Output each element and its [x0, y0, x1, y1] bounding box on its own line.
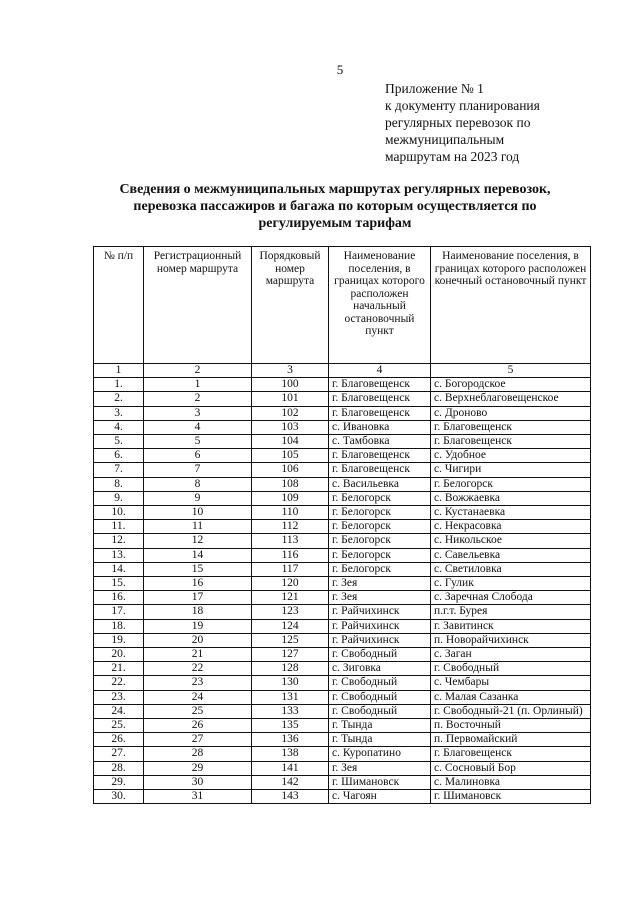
- cell-number: 19.: [94, 633, 144, 647]
- cell-end-settlement: г. Свободный: [431, 662, 591, 676]
- cell-start-settlement: г. Зея: [329, 591, 431, 605]
- cell-route-number: 104: [252, 435, 329, 449]
- cell-number: 11.: [94, 520, 144, 534]
- appendix-block: [385, 80, 625, 165]
- cell-end-settlement: п. Первомайский: [431, 733, 591, 747]
- cell-start-settlement: г. Свободный: [329, 690, 431, 704]
- cell-start-settlement: г. Белогорск: [329, 534, 431, 548]
- table-body: [94, 378, 591, 804]
- cell-end-settlement: п. Новорайчихинск: [431, 633, 591, 647]
- table-row: [94, 676, 591, 690]
- cell-registration-number: 29: [144, 761, 252, 775]
- cell-start-settlement: г. Благовещенск: [329, 463, 431, 477]
- cell-registration-number: 12: [144, 534, 252, 548]
- cell-route-number: 141: [252, 761, 329, 775]
- cell-end-settlement: с. Кустанаевка: [431, 506, 591, 520]
- cell-registration-number: 19: [144, 619, 252, 633]
- table-row: [94, 392, 591, 406]
- table-row: [94, 747, 591, 761]
- table-row: [94, 633, 591, 647]
- title-line: Сведения о межмуниципальных маршрутах регулярных перевозок,: [119, 182, 551, 197]
- cell-number: 29.: [94, 775, 144, 789]
- cell-end-settlement: г. Благовещенск: [431, 435, 591, 449]
- cell-registration-number: 11: [144, 520, 252, 534]
- header-route-number: Порядковый номер маршрута: [252, 247, 329, 364]
- table-row: [94, 491, 591, 505]
- cell-number: 3.: [94, 406, 144, 420]
- cell-end-settlement: г. Завитинск: [431, 619, 591, 633]
- cell-end-settlement: с. Чигири: [431, 463, 591, 477]
- appendix-line: к документу планирования: [385, 98, 540, 113]
- cell-number: 7.: [94, 463, 144, 477]
- cell-start-settlement: г. Свободный: [329, 704, 431, 718]
- cell-route-number: 103: [252, 420, 329, 434]
- table-row: [94, 435, 591, 449]
- table-row: [94, 648, 591, 662]
- cell-end-settlement: п. Восточный: [431, 719, 591, 733]
- cell-route-number: 127: [252, 648, 329, 662]
- table-row: [94, 605, 591, 619]
- table-row: [94, 690, 591, 704]
- table-row: [94, 449, 591, 463]
- cell-start-settlement: г. Благовещенск: [329, 378, 431, 392]
- cell-registration-number: 22: [144, 662, 252, 676]
- cell-registration-number: 5: [144, 435, 252, 449]
- cell-registration-number: 27: [144, 733, 252, 747]
- table-row: [94, 733, 591, 747]
- table-row: [94, 506, 591, 520]
- cell-number: 1.: [94, 378, 144, 392]
- cell-start-settlement: г. Белогорск: [329, 506, 431, 520]
- cell-number: 30.: [94, 790, 144, 804]
- column-number: 3: [252, 364, 329, 378]
- cell-end-settlement: с. Малая Сазанка: [431, 690, 591, 704]
- appendix-line: маршрутам на 2023 год: [385, 149, 520, 164]
- cell-number: 9.: [94, 491, 144, 505]
- cell-start-settlement: с. Зиговка: [329, 662, 431, 676]
- cell-end-settlement: с. Савельевка: [431, 548, 591, 562]
- cell-route-number: 109: [252, 491, 329, 505]
- cell-route-number: 131: [252, 690, 329, 704]
- table-row: [94, 761, 591, 775]
- column-number: 1: [94, 364, 144, 378]
- table-row: [94, 463, 591, 477]
- cell-start-settlement: г. Благовещенск: [329, 392, 431, 406]
- cell-registration-number: 25: [144, 704, 252, 718]
- cell-route-number: 113: [252, 534, 329, 548]
- cell-registration-number: 23: [144, 676, 252, 690]
- cell-start-settlement: г. Белогорск: [329, 548, 431, 562]
- cell-start-settlement: г. Свободный: [329, 648, 431, 662]
- table-row: [94, 520, 591, 534]
- table-row: [94, 548, 591, 562]
- column-number: 5: [431, 364, 591, 378]
- cell-end-settlement: с. Удобное: [431, 449, 591, 463]
- cell-registration-number: 20: [144, 633, 252, 647]
- cell-registration-number: 31: [144, 790, 252, 804]
- cell-route-number: 105: [252, 449, 329, 463]
- cell-registration-number: 30: [144, 775, 252, 789]
- cell-start-settlement: г. Зея: [329, 577, 431, 591]
- appendix-line: регулярных перевозок по: [385, 115, 531, 130]
- table-row: [94, 562, 591, 576]
- cell-end-settlement: г. Белогорск: [431, 477, 591, 491]
- cell-route-number: 106: [252, 463, 329, 477]
- cell-route-number: 101: [252, 392, 329, 406]
- cell-number: 25.: [94, 719, 144, 733]
- cell-start-settlement: г. Свободный: [329, 676, 431, 690]
- cell-start-settlement: с. Ивановка: [329, 420, 431, 434]
- table-row: [94, 790, 591, 804]
- cell-end-settlement: с. Светиловка: [431, 562, 591, 576]
- cell-start-settlement: г. Шимановск: [329, 775, 431, 789]
- cell-registration-number: 8: [144, 477, 252, 491]
- cell-end-settlement: с. Дроново: [431, 406, 591, 420]
- cell-end-settlement: г. Благовещенск: [431, 420, 591, 434]
- cell-end-settlement: с. Никольское: [431, 534, 591, 548]
- cell-number: 20.: [94, 648, 144, 662]
- cell-end-settlement: г. Шимановск: [431, 790, 591, 804]
- cell-registration-number: 9: [144, 491, 252, 505]
- cell-end-settlement: с. Заречная Слобода: [431, 591, 591, 605]
- cell-route-number: 142: [252, 775, 329, 789]
- table-row: [94, 406, 591, 420]
- table-row: [94, 577, 591, 591]
- cell-end-settlement: с. Верхнеблаговещенское: [431, 392, 591, 406]
- cell-start-settlement: г. Благовещенск: [329, 406, 431, 420]
- cell-start-settlement: г. Благовещенск: [329, 449, 431, 463]
- column-number: 2: [144, 364, 252, 378]
- cell-number: 12.: [94, 534, 144, 548]
- cell-route-number: 135: [252, 719, 329, 733]
- appendix-line: межмуниципальным: [385, 132, 505, 147]
- cell-end-settlement: с. Сосновый Бор: [431, 761, 591, 775]
- cell-registration-number: 21: [144, 648, 252, 662]
- column-number: 4: [329, 364, 431, 378]
- table-row: [94, 534, 591, 548]
- cell-route-number: 123: [252, 605, 329, 619]
- header-end-settlement: Наименование поселения, в границах которого расположен конечный остановочный пункт: [431, 247, 591, 364]
- cell-number: 23.: [94, 690, 144, 704]
- table-row: [94, 662, 591, 676]
- cell-registration-number: 24: [144, 690, 252, 704]
- header-registration-number: Регистрационный номер маршрута: [144, 247, 252, 364]
- cell-registration-number: 6: [144, 449, 252, 463]
- cell-registration-number: 1: [144, 378, 252, 392]
- cell-number: 13.: [94, 548, 144, 562]
- cell-route-number: 116: [252, 548, 329, 562]
- cell-registration-number: 15: [144, 562, 252, 576]
- cell-number: 8.: [94, 477, 144, 491]
- cell-route-number: 138: [252, 747, 329, 761]
- table-header-row: [94, 247, 591, 364]
- table-row: [94, 719, 591, 733]
- cell-route-number: 133: [252, 704, 329, 718]
- cell-registration-number: 3: [144, 406, 252, 420]
- cell-route-number: 130: [252, 676, 329, 690]
- cell-start-settlement: г. Белогорск: [329, 520, 431, 534]
- header-start-settlement: Наименование поселения, в границах которого расположен начальный остановочный пункт: [329, 247, 431, 364]
- cell-end-settlement: с. Богородское: [431, 378, 591, 392]
- cell-registration-number: 16: [144, 577, 252, 591]
- cell-number: 22.: [94, 676, 144, 690]
- cell-end-settlement: с. Гулик: [431, 577, 591, 591]
- table-row: [94, 704, 591, 718]
- cell-route-number: 143: [252, 790, 329, 804]
- cell-route-number: 100: [252, 378, 329, 392]
- cell-number: 14.: [94, 562, 144, 576]
- cell-number: 6.: [94, 449, 144, 463]
- cell-route-number: 124: [252, 619, 329, 633]
- cell-number: 16.: [94, 591, 144, 605]
- cell-number: 10.: [94, 506, 144, 520]
- cell-number: 27.: [94, 747, 144, 761]
- cell-registration-number: 4: [144, 420, 252, 434]
- title-line: перевозка пассажиров и багажа по которым осуществляется по: [133, 199, 537, 214]
- cell-route-number: 136: [252, 733, 329, 747]
- table-row: [94, 420, 591, 434]
- column-number-row: [94, 364, 591, 378]
- appendix-line: Приложение № 1: [385, 81, 484, 96]
- header-number: № п/п: [94, 247, 144, 364]
- cell-end-settlement: г. Благовещенск: [431, 747, 591, 761]
- document-title: [100, 181, 570, 232]
- cell-registration-number: 14: [144, 548, 252, 562]
- cell-number: 2.: [94, 392, 144, 406]
- cell-start-settlement: г. Райчихинск: [329, 633, 431, 647]
- cell-start-settlement: с. Куропатино: [329, 747, 431, 761]
- table-row: [94, 378, 591, 392]
- table-row: [94, 477, 591, 491]
- cell-registration-number: 18: [144, 605, 252, 619]
- cell-start-settlement: г. Тында: [329, 733, 431, 747]
- cell-start-settlement: г. Белогорск: [329, 491, 431, 505]
- cell-end-settlement: с. Малиновка: [431, 775, 591, 789]
- cell-registration-number: 10: [144, 506, 252, 520]
- cell-end-settlement: с. Вожжаевка: [431, 491, 591, 505]
- cell-start-settlement: г. Белогорск: [329, 562, 431, 576]
- cell-registration-number: 26: [144, 719, 252, 733]
- cell-registration-number: 17: [144, 591, 252, 605]
- cell-route-number: 128: [252, 662, 329, 676]
- cell-start-settlement: с. Тамбовка: [329, 435, 431, 449]
- cell-start-settlement: г. Тында: [329, 719, 431, 733]
- cell-registration-number: 28: [144, 747, 252, 761]
- cell-number: 21.: [94, 662, 144, 676]
- cell-route-number: 110: [252, 506, 329, 520]
- cell-start-settlement: г. Райчихинск: [329, 605, 431, 619]
- cell-route-number: 120: [252, 577, 329, 591]
- page-number: 5: [336, 62, 344, 77]
- cell-number: 15.: [94, 577, 144, 591]
- cell-number: 24.: [94, 704, 144, 718]
- routes-table: [93, 246, 591, 804]
- cell-route-number: 112: [252, 520, 329, 534]
- cell-end-settlement: с. Некрасовка: [431, 520, 591, 534]
- cell-end-settlement: г. Свободный-21 (п. Орлиный): [431, 704, 591, 718]
- cell-route-number: 117: [252, 562, 329, 576]
- cell-end-settlement: п.г.т. Бурея: [431, 605, 591, 619]
- cell-start-settlement: с. Чагоян: [329, 790, 431, 804]
- cell-registration-number: 2: [144, 392, 252, 406]
- cell-start-settlement: с. Васильевка: [329, 477, 431, 491]
- title-line: регулируемым тарифам: [258, 216, 412, 231]
- cell-number: 5.: [94, 435, 144, 449]
- table-row: [94, 591, 591, 605]
- table-row: [94, 619, 591, 633]
- cell-number: 4.: [94, 420, 144, 434]
- cell-route-number: 121: [252, 591, 329, 605]
- cell-number: 28.: [94, 761, 144, 775]
- cell-number: 26.: [94, 733, 144, 747]
- cell-registration-number: 7: [144, 463, 252, 477]
- cell-start-settlement: г. Зея: [329, 761, 431, 775]
- cell-route-number: 108: [252, 477, 329, 491]
- cell-end-settlement: с. Заган: [431, 648, 591, 662]
- cell-start-settlement: г. Райчихинск: [329, 619, 431, 633]
- table-row: [94, 775, 591, 789]
- cell-end-settlement: с. Чембары: [431, 676, 591, 690]
- cell-route-number: 125: [252, 633, 329, 647]
- cell-number: 17.: [94, 605, 144, 619]
- cell-route-number: 102: [252, 406, 329, 420]
- cell-number: 18.: [94, 619, 144, 633]
